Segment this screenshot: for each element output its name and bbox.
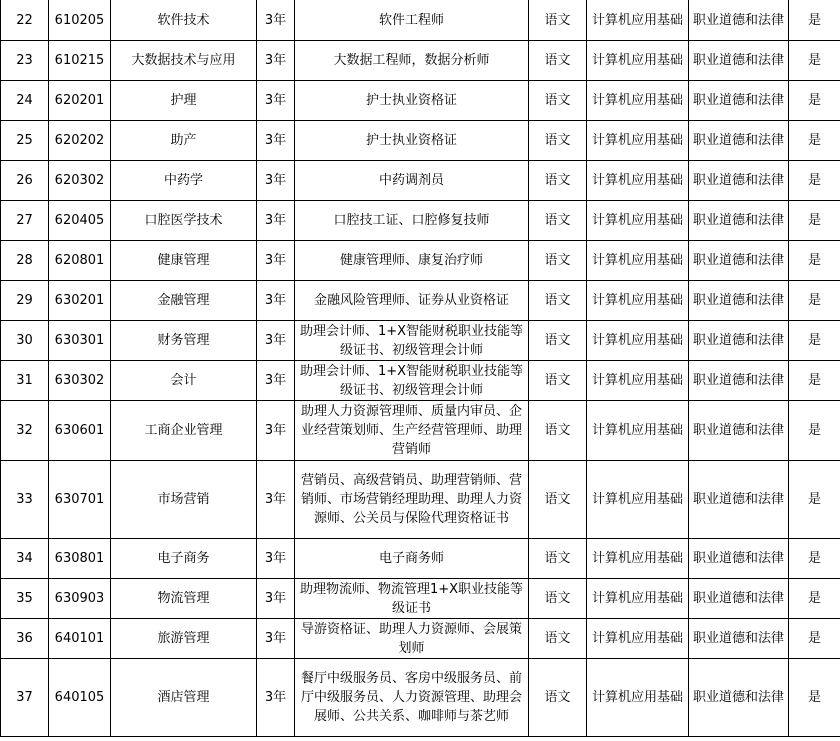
major-name: 助产 <box>111 121 257 161</box>
row-number: 26 <box>1 161 49 201</box>
subject-computer: 计算机应用基础 <box>587 401 689 461</box>
major-name: 中药学 <box>111 161 257 201</box>
major-name: 会计 <box>111 361 257 401</box>
major-code: 620801 <box>49 241 111 281</box>
subject-ethics-law: 职业道德和法律 <box>689 161 789 201</box>
major-code: 620405 <box>49 201 111 241</box>
study-years: 3年 <box>257 161 295 201</box>
major-name: 旅游管理 <box>111 619 257 659</box>
yes-flag: 是 <box>789 241 840 281</box>
study-years: 3年 <box>257 461 295 539</box>
study-years: 3年 <box>257 539 295 579</box>
major-code: 640105 <box>49 659 111 737</box>
yes-flag: 是 <box>789 281 840 321</box>
subject-computer: 计算机应用基础 <box>587 41 689 81</box>
major-name: 护理 <box>111 81 257 121</box>
table-row <box>1 121 840 161</box>
major-name: 市场营销 <box>111 461 257 539</box>
subject-chinese: 语文 <box>529 461 587 539</box>
subject-computer: 计算机应用基础 <box>587 461 689 539</box>
study-years: 3年 <box>257 579 295 619</box>
study-years: 3年 <box>257 201 295 241</box>
table-row <box>1 161 840 201</box>
row-number: 36 <box>1 619 49 659</box>
table-body <box>1 0 840 737</box>
study-years: 3年 <box>257 0 295 41</box>
certificates: 口腔技工证、口腔修复技师 <box>295 201 529 241</box>
major-code: 630601 <box>49 401 111 461</box>
row-number: 35 <box>1 579 49 619</box>
major-name: 金融管理 <box>111 281 257 321</box>
certificates: 大数据工程师，数据分析师 <box>295 41 529 81</box>
row-number: 28 <box>1 241 49 281</box>
study-years: 3年 <box>257 361 295 401</box>
subject-chinese: 语文 <box>529 401 587 461</box>
major-code: 630201 <box>49 281 111 321</box>
yes-flag: 是 <box>789 659 840 737</box>
subject-ethics-law: 职业道德和法律 <box>689 121 789 161</box>
subject-ethics-law: 职业道德和法律 <box>689 361 789 401</box>
row-number: 27 <box>1 201 49 241</box>
subject-chinese: 语文 <box>529 0 587 41</box>
major-code: 630903 <box>49 579 111 619</box>
subject-ethics-law: 职业道德和法律 <box>689 619 789 659</box>
certificates: 软件工程师 <box>295 0 529 41</box>
subject-chinese: 语文 <box>529 579 587 619</box>
major-name: 口腔医学技术 <box>111 201 257 241</box>
row-number: 23 <box>1 41 49 81</box>
subject-computer: 计算机应用基础 <box>587 81 689 121</box>
subject-computer: 计算机应用基础 <box>587 121 689 161</box>
major-code: 640101 <box>49 619 111 659</box>
row-number: 34 <box>1 539 49 579</box>
major-code: 610215 <box>49 41 111 81</box>
table-row <box>1 461 840 539</box>
row-number: 24 <box>1 81 49 121</box>
subject-chinese: 语文 <box>529 539 587 579</box>
table-row <box>1 579 840 619</box>
study-years: 3年 <box>257 321 295 361</box>
subject-ethics-law: 职业道德和法律 <box>689 321 789 361</box>
subject-ethics-law: 职业道德和法律 <box>689 201 789 241</box>
study-years: 3年 <box>257 281 295 321</box>
table-row <box>1 81 840 121</box>
row-number: 33 <box>1 461 49 539</box>
yes-flag: 是 <box>789 81 840 121</box>
subject-ethics-law: 职业道德和法律 <box>689 461 789 539</box>
major-name: 健康管理 <box>111 241 257 281</box>
certificates: 护士执业资格证 <box>295 121 529 161</box>
subject-computer: 计算机应用基础 <box>587 281 689 321</box>
certificates: 助理物流师、物流管理1+X职业技能等级证书 <box>295 579 529 619</box>
subject-ethics-law: 职业道德和法律 <box>689 41 789 81</box>
table-row <box>1 619 840 659</box>
certificates: 餐厅中级服务员、客房中级服务员、前厅中级服务员、人力资源管理、助理会展师、公共关系、咖啡师与茶艺师 <box>295 659 529 737</box>
yes-flag: 是 <box>789 321 840 361</box>
subject-chinese: 语文 <box>529 121 587 161</box>
major-name: 电子商务 <box>111 539 257 579</box>
subject-chinese: 语文 <box>529 361 587 401</box>
major-name: 大数据技术与应用 <box>111 41 257 81</box>
subject-ethics-law: 职业道德和法律 <box>689 539 789 579</box>
row-number: 37 <box>1 659 49 737</box>
major-name: 酒店管理 <box>111 659 257 737</box>
major-code: 620302 <box>49 161 111 201</box>
major-code: 610205 <box>49 0 111 41</box>
row-number: 25 <box>1 121 49 161</box>
subject-chinese: 语文 <box>529 241 587 281</box>
major-code: 630302 <box>49 361 111 401</box>
table-row <box>1 41 840 81</box>
major-code: 620202 <box>49 121 111 161</box>
yes-flag: 是 <box>789 0 840 41</box>
subject-computer: 计算机应用基础 <box>587 161 689 201</box>
subject-computer: 计算机应用基础 <box>587 619 689 659</box>
table-row <box>1 401 840 461</box>
major-code: 630701 <box>49 461 111 539</box>
subject-ethics-law: 职业道德和法律 <box>689 81 789 121</box>
subject-computer: 计算机应用基础 <box>587 321 689 361</box>
yes-flag: 是 <box>789 579 840 619</box>
major-name: 物流管理 <box>111 579 257 619</box>
row-number: 31 <box>1 361 49 401</box>
subject-ethics-law: 职业道德和法律 <box>689 659 789 737</box>
subject-computer: 计算机应用基础 <box>587 201 689 241</box>
table-row <box>1 241 840 281</box>
study-years: 3年 <box>257 121 295 161</box>
subject-computer: 计算机应用基础 <box>587 659 689 737</box>
certificates: 健康管理师、康复治疗师 <box>295 241 529 281</box>
subject-chinese: 语文 <box>529 201 587 241</box>
subject-computer: 计算机应用基础 <box>587 0 689 41</box>
certificates: 助理会计师、1+X智能财税职业技能等级证书、初级管理会计师 <box>295 321 529 361</box>
yes-flag: 是 <box>789 121 840 161</box>
yes-flag: 是 <box>789 619 840 659</box>
subject-computer: 计算机应用基础 <box>587 241 689 281</box>
table-row <box>1 201 840 241</box>
study-years: 3年 <box>257 41 295 81</box>
subject-chinese: 语文 <box>529 659 587 737</box>
major-name: 财务管理 <box>111 321 257 361</box>
yes-flag: 是 <box>789 401 840 461</box>
subject-chinese: 语文 <box>529 41 587 81</box>
subject-chinese: 语文 <box>529 321 587 361</box>
yes-flag: 是 <box>789 41 840 81</box>
study-years: 3年 <box>257 619 295 659</box>
certificates: 电子商务师 <box>295 539 529 579</box>
certificates: 金融风险管理师、证券从业资格证 <box>295 281 529 321</box>
certificates: 营销员、高级营销员、助理营销师、营销师、市场营销经理助理、助理人力资源师、公关员与保险代理资格证书 <box>295 461 529 539</box>
certificates: 中药调剂员 <box>295 161 529 201</box>
study-years: 3年 <box>257 659 295 737</box>
study-years: 3年 <box>257 81 295 121</box>
yes-flag: 是 <box>789 539 840 579</box>
subject-chinese: 语文 <box>529 281 587 321</box>
major-code: 630801 <box>49 539 111 579</box>
certificates: 护士执业资格证 <box>295 81 529 121</box>
subject-chinese: 语文 <box>529 161 587 201</box>
subject-ethics-law: 职业道德和法律 <box>689 401 789 461</box>
certificates: 导游资格证、助理人力资源师、会展策划师 <box>295 619 529 659</box>
yes-flag: 是 <box>789 461 840 539</box>
yes-flag: 是 <box>789 361 840 401</box>
subject-ethics-law: 职业道德和法律 <box>689 0 789 41</box>
subject-ethics-law: 职业道德和法律 <box>689 579 789 619</box>
subject-ethics-law: 职业道德和法律 <box>689 281 789 321</box>
yes-flag: 是 <box>789 201 840 241</box>
table-row <box>1 321 840 361</box>
major-code: 630301 <box>49 321 111 361</box>
table-row <box>1 659 840 737</box>
table-row <box>1 0 840 41</box>
study-years: 3年 <box>257 241 295 281</box>
subject-ethics-law: 职业道德和法律 <box>689 241 789 281</box>
subject-computer: 计算机应用基础 <box>587 539 689 579</box>
row-number: 22 <box>1 0 49 41</box>
major-code: 620201 <box>49 81 111 121</box>
table-row <box>1 539 840 579</box>
table-row <box>1 281 840 321</box>
subject-chinese: 语文 <box>529 81 587 121</box>
subject-computer: 计算机应用基础 <box>587 361 689 401</box>
row-number: 30 <box>1 321 49 361</box>
row-number: 32 <box>1 401 49 461</box>
row-number: 29 <box>1 281 49 321</box>
subject-chinese: 语文 <box>529 619 587 659</box>
major-name: 工商企业管理 <box>111 401 257 461</box>
table-row <box>1 361 840 401</box>
major-name: 软件技术 <box>111 0 257 41</box>
certificates: 助理人力资源管理师、质量内审员、企业经营策划师、生产经营管理师、助理营销师 <box>295 401 529 461</box>
yes-flag: 是 <box>789 161 840 201</box>
subject-computer: 计算机应用基础 <box>587 579 689 619</box>
certificates: 助理会计师、1+X智能财税职业技能等级证书、初级管理会计师 <box>295 361 529 401</box>
study-years: 3年 <box>257 401 295 461</box>
